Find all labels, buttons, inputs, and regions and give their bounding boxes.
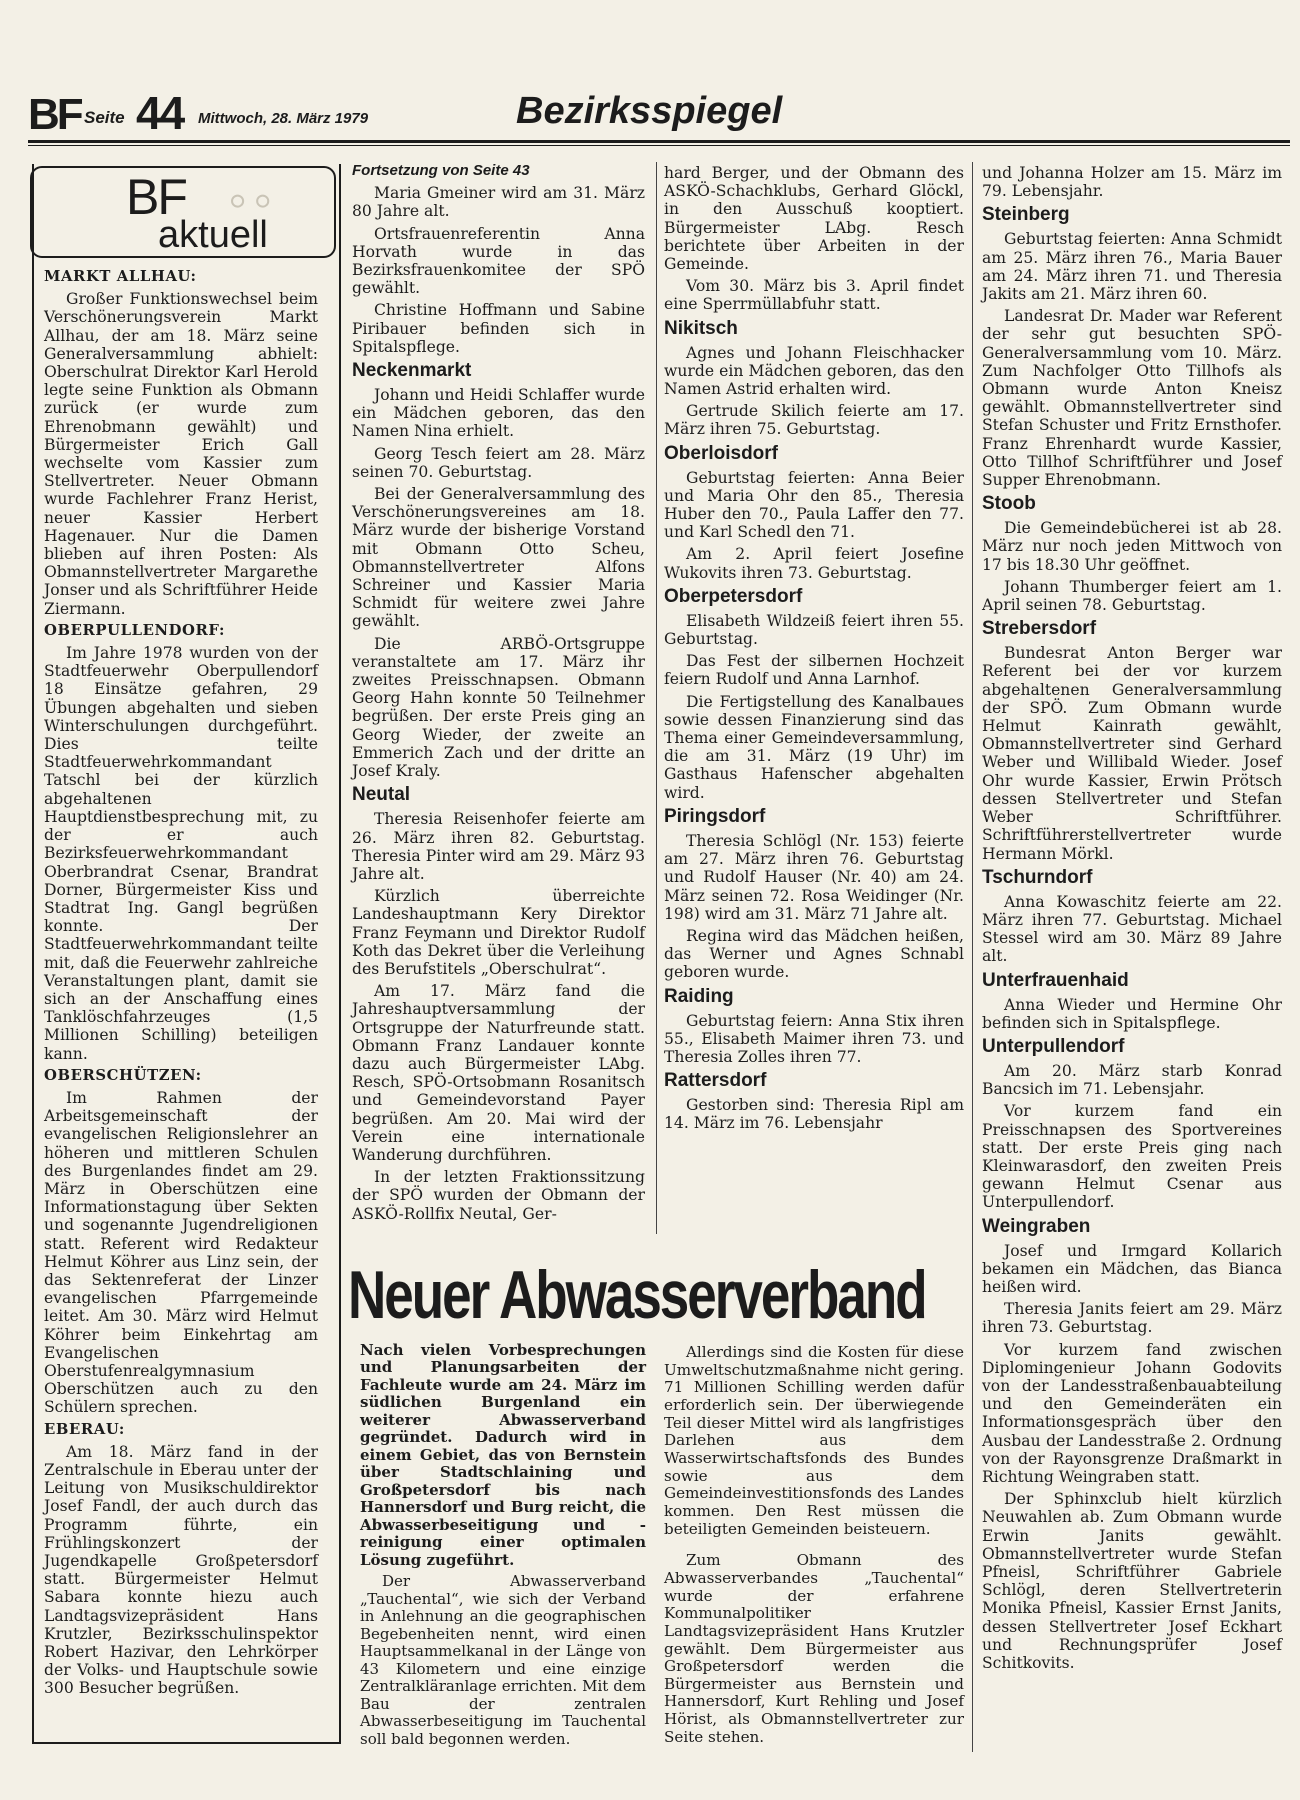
place-heading: Oberpetersdorf [664,585,803,607]
feature-lead: Nach vielen Vorbesprechungen und Planungsarbeiten der Fachleute wurde am 24. März im südlichen Burgenland ein weiterer Abwasserverband gegründet. Dadurch wird in einem Gebiet, das von Bernstein über Stadtschlaining und Großpetersdorf bis nach Hannersdorf und Burg reicht, die Abwasserbeseitigung und -reinigung einer optimalen Lösung zugeführt. [360,1341,646,1569]
masthead-rule-thin [28,145,1290,146]
masthead-page-label: Seite [84,108,125,127]
article-paragraph: und Johanna Holzer am 15. März im 79. Lebensjahr. [982,164,1282,201]
article-paragraph: Vom 30. März bis 3. April findet eine Sperrmüllabfuhr statt. [664,277,964,314]
article-paragraph: Der Abwasserverband „Tauchental“, wie sich der Verband in Anlehnung an die geographischen Begebenheiten nennt, wird einen Hauptsammelkanal in der Länge von 43 Kilometern und eine einzige Zentralkläranlage errichten. Mit dem Bau der zentralen Abwasserbeseitigung im Tauchental soll bald begonnen werden. [360,1572,646,1748]
article-paragraph: Christine Hoffmann und Sabine Piribauer befinden sich in Spitalspflege. [352,301,645,356]
article-paragraph: Theresia Janits feiert am 29. März ihren 73. Geburtstag. [982,1300,1282,1337]
masthead-section-title: Bezirksspiegel [516,90,783,132]
article-paragraph: Georg Tesch feiert am 28. März seinen 70. Geburtstag. [352,444,645,481]
place-heading: Neckenmarkt [352,360,472,382]
article-paragraph: Josef und Irmgard Kollarich bekamen ein Mädchen, das Bianca heißen wird. [982,1241,1282,1296]
bf-aktuell-logo [30,166,336,258]
article-paragraph: Maria Gmeiner wird am 31. März 80 Jahre alt. [352,184,645,221]
feature-column-left [360,1342,646,1752]
place-heading: Unterpullendorf [982,1035,1125,1057]
article-paragraph: Am 17. März fand die Jahreshauptversammlung der Ortsgruppe der Naturfreunde statt. Obmann Franz Landauer konnte dazu auch Bürgermeister LAbg. Resch, SPÖ-Ortsobmann Rosanitsch und Gemeindevorstand Payer begrüßen. Am 20. Mai wird der Verein eine internationale Wanderung durchführen. [352,982,645,1164]
article-paragraph: Die Gemeindebücherei ist ab 28. März nur noch jeden Mittwoch von 17 bis 18.30 Uhr geöffnet. [982,519,1282,574]
article-paragraph: Ortsfrauenreferentin Anna Horvath wurde in das Bezirksfrauenkomitee der SPÖ gewählt. [352,224,645,298]
article-paragraph: Elisabeth Wildzeiß feiert ihren 55. Geburtstag. [664,611,964,649]
place-heading: Raiding [664,985,734,1007]
continuation-note: Fortsetzung von Seite 43 [352,162,530,179]
place-heading: EBERAU: [44,1420,125,1438]
place-heading: Weingraben [982,1215,1091,1237]
article-paragraph: Theresia Reisenhofer feierte am 26. März ihren 82. Geburtstag. Theresia Pinter wird am 29. März 93 Jahre alt. [352,810,645,883]
article-paragraph: hard Berger, und der Obmann des ASKÖ-Schachklubs, Gerhard Glöckl, in den Ausschuß kooptiert. Bürgermeister LAbg. Resch berichtete über Arbeiten in der Gemeinde. [664,164,964,274]
article-paragraph: Anna Wieder und Hermine Ohr befinden sich in Spitalspflege. [982,995,1282,1032]
news-column-4 [982,164,1282,1676]
article-paragraph: Die Fertigstellung des Kanalbaues sowie dessen Finanzierung sind das Thema einer Gemeindeversammlung, die am 31. März (19 Uhr) im Gasthaus Hafenscher abgehalten wird. [664,692,964,802]
article-paragraph: Am 2. April feiert Josefine Wukovits ihren 73. Geburtstag. [664,545,964,582]
article-paragraph: Geburtstag feierten: Anna Schmidt am 25. März ihren 76., Maria Bauer am 24. März ihren 71. und Theresia Jakits am 21. März ihren 60. [982,230,1282,304]
article-paragraph: Am 18. März fand in der Zentralschule in Eberau unter der Leitung von Musikschuldirektor Josef Fandl, der auch durch das Programm führte, ein Frühlingskonzert der Jugendkapelle Großpetersdorf statt. Bürgermeister Helmut Sabara konnte hiezu auch Landtagsvizepräsident Hans Krutzler, Bezirksschulinspektor Robert Hazivar, den Lehrkörper der Volks- und Hauptschule sowie 300 Besucher begrüßen. [44,1442,318,1698]
place-heading: OBERPULLENDORF: [44,621,226,639]
place-heading: Piringsdorf [664,805,766,827]
article-paragraph: Am 20. März starb Konrad Bancsich im 71. Lebensjahr. [982,1061,1282,1099]
column-divider [656,162,657,1234]
article-paragraph: Gertrude Skilich feierte am 17. März ihren 75. Geburtstag. [664,402,964,439]
place-heading: Unterfrauenhaid [982,969,1129,991]
logo-bf-text: BF [126,169,186,225]
masthead-page-number: 44 [136,87,184,139]
article-paragraph: Großer Funktionswechsel beim Verschönerungsverein Markt Allhau, der am 18. März seine Generalversammlung abhielt: Oberschulrat Direktor Karl Herold legte seine Funktion als Obmann zurück (er wurde zum Ehrenobmann gewählt) und Bürgermeister Erich Gall wechselte vom Kassier zum Stellvertreter. Neuer Obmann wurde Fachlehrer Franz Herist, neuer Kassier Herbert Hagenauer. Nur die Damen blieben auf ihren Posten: Als Obmannstellvertreter Margarethe Jonser und als Schriftführer Heide Ziermann. [44,290,318,618]
news-column-3 [664,164,964,1137]
place-heading: Strebersdorf [982,618,1097,640]
place-heading: Steinberg [982,204,1070,226]
article-paragraph: Der Sphinxclub hielt kürzlich Neuwahlen ab. Zum Obmann wurde Erwin Janits gewählt. Obmannstellvertreter wurde Stefan Pfneisl, Schriftführer Gabriele Schlögl, deren Stellvertreterin Monika Pfneisl, Kassier Ernst Janits, dessen Stellvertreter Josef Eckhart und Rechnungsprüfer Josef Schitkovits. [982,1490,1282,1673]
article-paragraph: Geburtstag feiern: Anna Stix ihren 55., Elisabeth Maimer ihren 73. und Theresia Zolles ihren 77. [664,1011,964,1066]
masthead-date: Mittwoch, 28. März 1979 [198,110,369,127]
article-paragraph: Vor kurzem fand zwischen Diplomingenieur Johann Godovits von der Landesstraßenbauabteilung und den Gemeinderäten ein Informationsgespräch über den Ausbau der Landesstraße 2. Ordnung von der Rayonsgrenze Draßmarkt in Richtung Weingraben statt. [982,1340,1282,1486]
article-paragraph: Johann Thumberger feiert am 1. April seinen 78. Geburtstag. [982,577,1282,615]
article-paragraph: Johann und Heidi Schlaffer wurde ein Mädchen geboren, das den Namen Nina erhielt. [352,386,645,441]
article-paragraph: Regina wird das Mädchen heißen, das Werner und Agnes Schnabl geboren wurde. [664,926,964,982]
article-paragraph: Landesrat Dr. Mader war Referent der sehr gut besuchten SPÖ-Generalversammlung vom 10. März. Zum Nachfolger Otto Tillhofs als Obmann wurde Anton Kneisz gewählt. Obmannstellvertreter sind Stefan Schuster und Fritz Ernsthofer. Franz Ehrenhardt wurde Kassier, Otto Tillhof Schriftführer und Josef Supper Ehrenobmann. [982,307,1282,490]
article-paragraph: Im Rahmen der Arbeitsgemeinschaft der evangelischen Religionslehrer an höheren und mittleren Schulen des Burgenlandes findet am 29. März in Oberschützen eine Informationstagung über Sekten und sogenannte Jugendreligionen statt. Referent wird Redakteur Helmut Köhrer aus Linz sein, der das Sektenreferat der Linzer evangelischen Pfarrgemeinde leitet. Am 30. März wird Helmut Köhrer beim Einkehrtag am Evangelischen Oberstufenrealgymnasium Oberschützen auch zu den Schülern sprechen. [44,1088,318,1417]
article-paragraph: Allerdings sind die Kosten für diese Umweltschutzmaßnahme nicht gering. 71 Millionen Schilling werden dafür erforderlich sein. Der überwiegende Teil dieser Mittel wird als langfristiges Darlehen aus dem Wasserwirtschaftsfonds des Bundes sowie aus dem Gemeindeinvestitionsfonds des Landes kommen. Den Rest müssen die beteiligten Gemeinden beisteuern. [664,1343,964,1538]
article-paragraph: Bei der Generalversammlung des Verschönerungsvereines am 18. März wurde der bisherige Vorstand mit Obmann Otto Scheu, Obmannstellvertreter Alfons Schreiner und Kassier Maria Schmidt für weitere zwei Jahre gewählt. [352,485,645,631]
place-heading: Nikitsch [664,317,738,339]
place-heading: Tschurndorf [982,866,1093,888]
logo-aktuell-text: aktuell [158,214,268,256]
place-heading: Oberloisdorf [664,442,779,464]
feature-column-right [664,1344,964,1750]
article-paragraph: Agnes und Johann Fleischhacker wurde ein Mädchen geboren, das den Namen Astrid erhalten wird. [664,343,964,399]
place-heading: Stoob [982,493,1036,515]
place-heading: OBERSCHÜTZEN: [44,1066,202,1084]
article-paragraph: Bundesrat Anton Berger war Referent bei der vor kurzem abgehaltenen Generalversammlung der SPÖ. Zum Obmann wurde Helmut Kainrath gewählt, Obmannstellvertreter sind Gerhard Weber und Willibald Wieder. Josef Ohr wurde Kassier, Erwin Prötsch dessen Stellvertreter und Stefan Weber Schriftführer. Schriftführerstellvertreter wurde Hermann Mörkl. [982,644,1282,863]
article-paragraph: Theresia Schlögl (Nr. 153) feierte am 27. März ihren 76. Geburtstag und Rudolf Hauser (Nr. 40) am 24. März seinen 72. Rosa Weidinger (Nr. 198) wird am 31. März 71 Jahre alt. [664,831,964,923]
masthead-rule [28,140,1290,143]
masthead-logo: BF [28,90,81,139]
article-paragraph: Die ARBÖ-Ortsgruppe veranstaltete am 17. März ihr zweites Preisschnapsen. Obmann Georg Hahn konnte 50 Teilnehmer begrüßen. Der erste Preis ging an Georg Wieder, der zweite an Emmerich Zach und der dritte an Josef Kraly. [352,634,645,781]
article-paragraph: Gestorben sind: Theresia Ripl am 14. März im 76. Lebensjahr [664,1096,964,1133]
place-heading: Neutal [352,784,411,806]
sidebar-column [44,268,318,1702]
logo-watermark-icon: ◦◦ [228,170,279,230]
feature-headline: Neuer Abwasserverband [348,1257,926,1334]
place-heading: MARKT ALLHAU: [44,268,197,285]
article-paragraph: Das Fest der silbernen Hochzeit feiern Rudolf und Anna Larnhof. [664,652,964,689]
news-column-2 [352,162,645,1227]
article-paragraph: Vor kurzem fand ein Preisschnapsen des Sportvereines statt. Der erste Preis ging nach Kleinwarasdorf, den zweiten Preis gewann Helmut Csenar aus Unterpullendorf. [982,1102,1282,1212]
article-paragraph: Im Jahre 1978 wurden von der Stadtfeuerwehr Oberpullendorf 18 Einsätze gefahren, 29 Übungen abgehalten und sieben Winterschulungen durchgeführt. Dies teilte Stadtfeuerwehrkommandant Tatschl bei der kürzlich abgehaltenen Hauptdienstbesprechung mit, zu der er auch Bezirksfeuerwehrkommandant Oberbrandrat Csenar, Brandrat Dorner, Bürgermeister Kiss und Stadtrat Ing. Gangl begrüßen konnte. Der Stadtfeuerwehrkommandant teilte mit, daß die Feuerwehr zahlreiche Veranstaltungen plant, damit sie sich an der Anschaffung eines Tanklöschfahrzeuges (1,5 Millionen Schilling) beteiligen kann. [44,644,318,1063]
article-paragraph: Anna Kowaschitz feierte am 22. März ihren 77. Geburtstag. Michael Stessel wird am 30. März 89 Jahre alt. [982,892,1282,966]
article-paragraph: Kürzlich überreichte Landeshauptmann Kery Direktor Franz Feymann und Direktor Rudolf Koth das Dekret über die Verleihung des Berufstitels „Oberschulrat“. [352,887,645,978]
column-divider [972,162,973,1752]
place-heading: Rattersdorf [664,1070,767,1092]
article-paragraph: Geburtstag feierten: Anna Beier und Maria Ohr den 85., Theresia Huber den 70., Paula Laffer den 77. und Karl Schedl den 71. [664,468,964,542]
article-paragraph: In der letzten Fraktionssitzung der SPÖ wurden der Obmann der ASKÖ-Rollfix Neutal, Ger- [352,1168,645,1223]
masthead [28,82,1290,142]
article-paragraph: Zum Obmann des Abwasserverbandes „Tauchental“ wurde der erfahrene Kommunalpolitiker Landtagsvizepräsident Hans Krutzler gewählt. Dem Bürgermeister aus Großpetersdorf werden die Bürgermeister aus Bernstein und Hannersdorf, Kurt Rehling und Josef Hörist, als Obmannstellvertreter zur Seite stehen. [664,1551,964,1746]
